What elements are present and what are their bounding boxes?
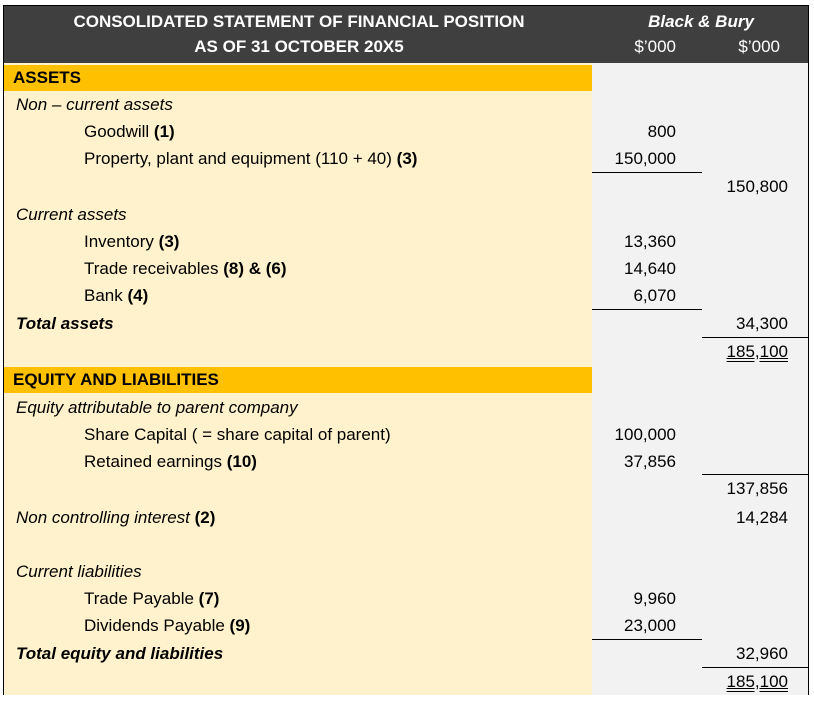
ppe-row: Property, plant and equipment (110 + 40) (3) — [84, 149, 418, 168]
total-rule — [702, 337, 808, 338]
total-assets-value: 185,100 — [726, 342, 788, 361]
non-current-assets-label: Non – current assets — [16, 95, 173, 114]
dividends-payable-row: Dividends Payable (9) — [84, 616, 251, 635]
entity-name: Black & Bury — [648, 12, 754, 31]
subtotal-rule — [592, 309, 702, 310]
share-capital-row: Share Capital ( = share capital of parent) — [84, 425, 391, 444]
dividends-payable-value: 23,000 — [624, 616, 676, 635]
parent-equity-total: 137,856 — [726, 479, 788, 498]
ppe-value: 150,000 — [614, 149, 676, 168]
non-current-total: 150,800 — [726, 177, 788, 196]
bank-value: 6,070 — [633, 286, 676, 305]
unit-column-1: $’000 — [634, 37, 676, 56]
total-assets-label: Total assets — [16, 314, 114, 333]
statement-title: CONSOLIDATED STATEMENT OF FINANCIAL POSITION — [73, 12, 525, 31]
receivables-value: 14,640 — [624, 259, 676, 278]
total-rule — [702, 667, 808, 668]
bank-row: Bank (4) — [84, 286, 149, 305]
subtotal-rule — [592, 639, 702, 640]
retained-earnings-value: 37,856 — [624, 452, 676, 471]
assets-heading-band — [4, 65, 592, 91]
total-equity-liabilities-value: 185,100 — [726, 672, 788, 691]
equity-heading-band — [4, 367, 592, 393]
goodwill-value: 800 — [647, 122, 676, 141]
receivables-row: Trade receivables (8) & (6) — [84, 259, 287, 278]
table-header — [4, 6, 808, 63]
share-capital-value: 100,000 — [614, 425, 676, 444]
current-assets-label: Current assets — [16, 205, 127, 224]
trade-payable-value: 9,960 — [633, 589, 676, 608]
statement-date: AS OF 31 OCTOBER 20X5 — [194, 37, 404, 56]
equity-attributable-label: Equity attributable to parent company — [16, 398, 298, 417]
inventory-row: Inventory (3) — [84, 232, 180, 251]
inventory-value: 13,360 — [624, 232, 676, 251]
nci-value: 14,284 — [736, 508, 788, 527]
nci-row: Non controlling interest (2) — [16, 508, 216, 527]
total-equity-liabilities-label: Total equity and liabilities — [16, 644, 224, 663]
current-liabilities-total: 32,960 — [736, 644, 788, 663]
subtotal-rule — [592, 172, 702, 173]
subtotal-rule — [702, 474, 808, 475]
goodwill-row: Goodwill (1) — [84, 122, 175, 141]
assets-heading: ASSETS — [13, 68, 82, 87]
trade-payable-row: Trade Payable (7) — [84, 589, 220, 608]
unit-column-2: $’000 — [738, 37, 780, 56]
retained-earnings-row: Retained earnings (10) — [84, 452, 257, 471]
current-liabilities-label: Current liabilities — [16, 562, 142, 581]
equity-heading: EQUITY AND LIABILITIES — [13, 370, 219, 389]
current-assets-total: 34,300 — [736, 314, 788, 333]
financial-position-table — [3, 5, 809, 695]
